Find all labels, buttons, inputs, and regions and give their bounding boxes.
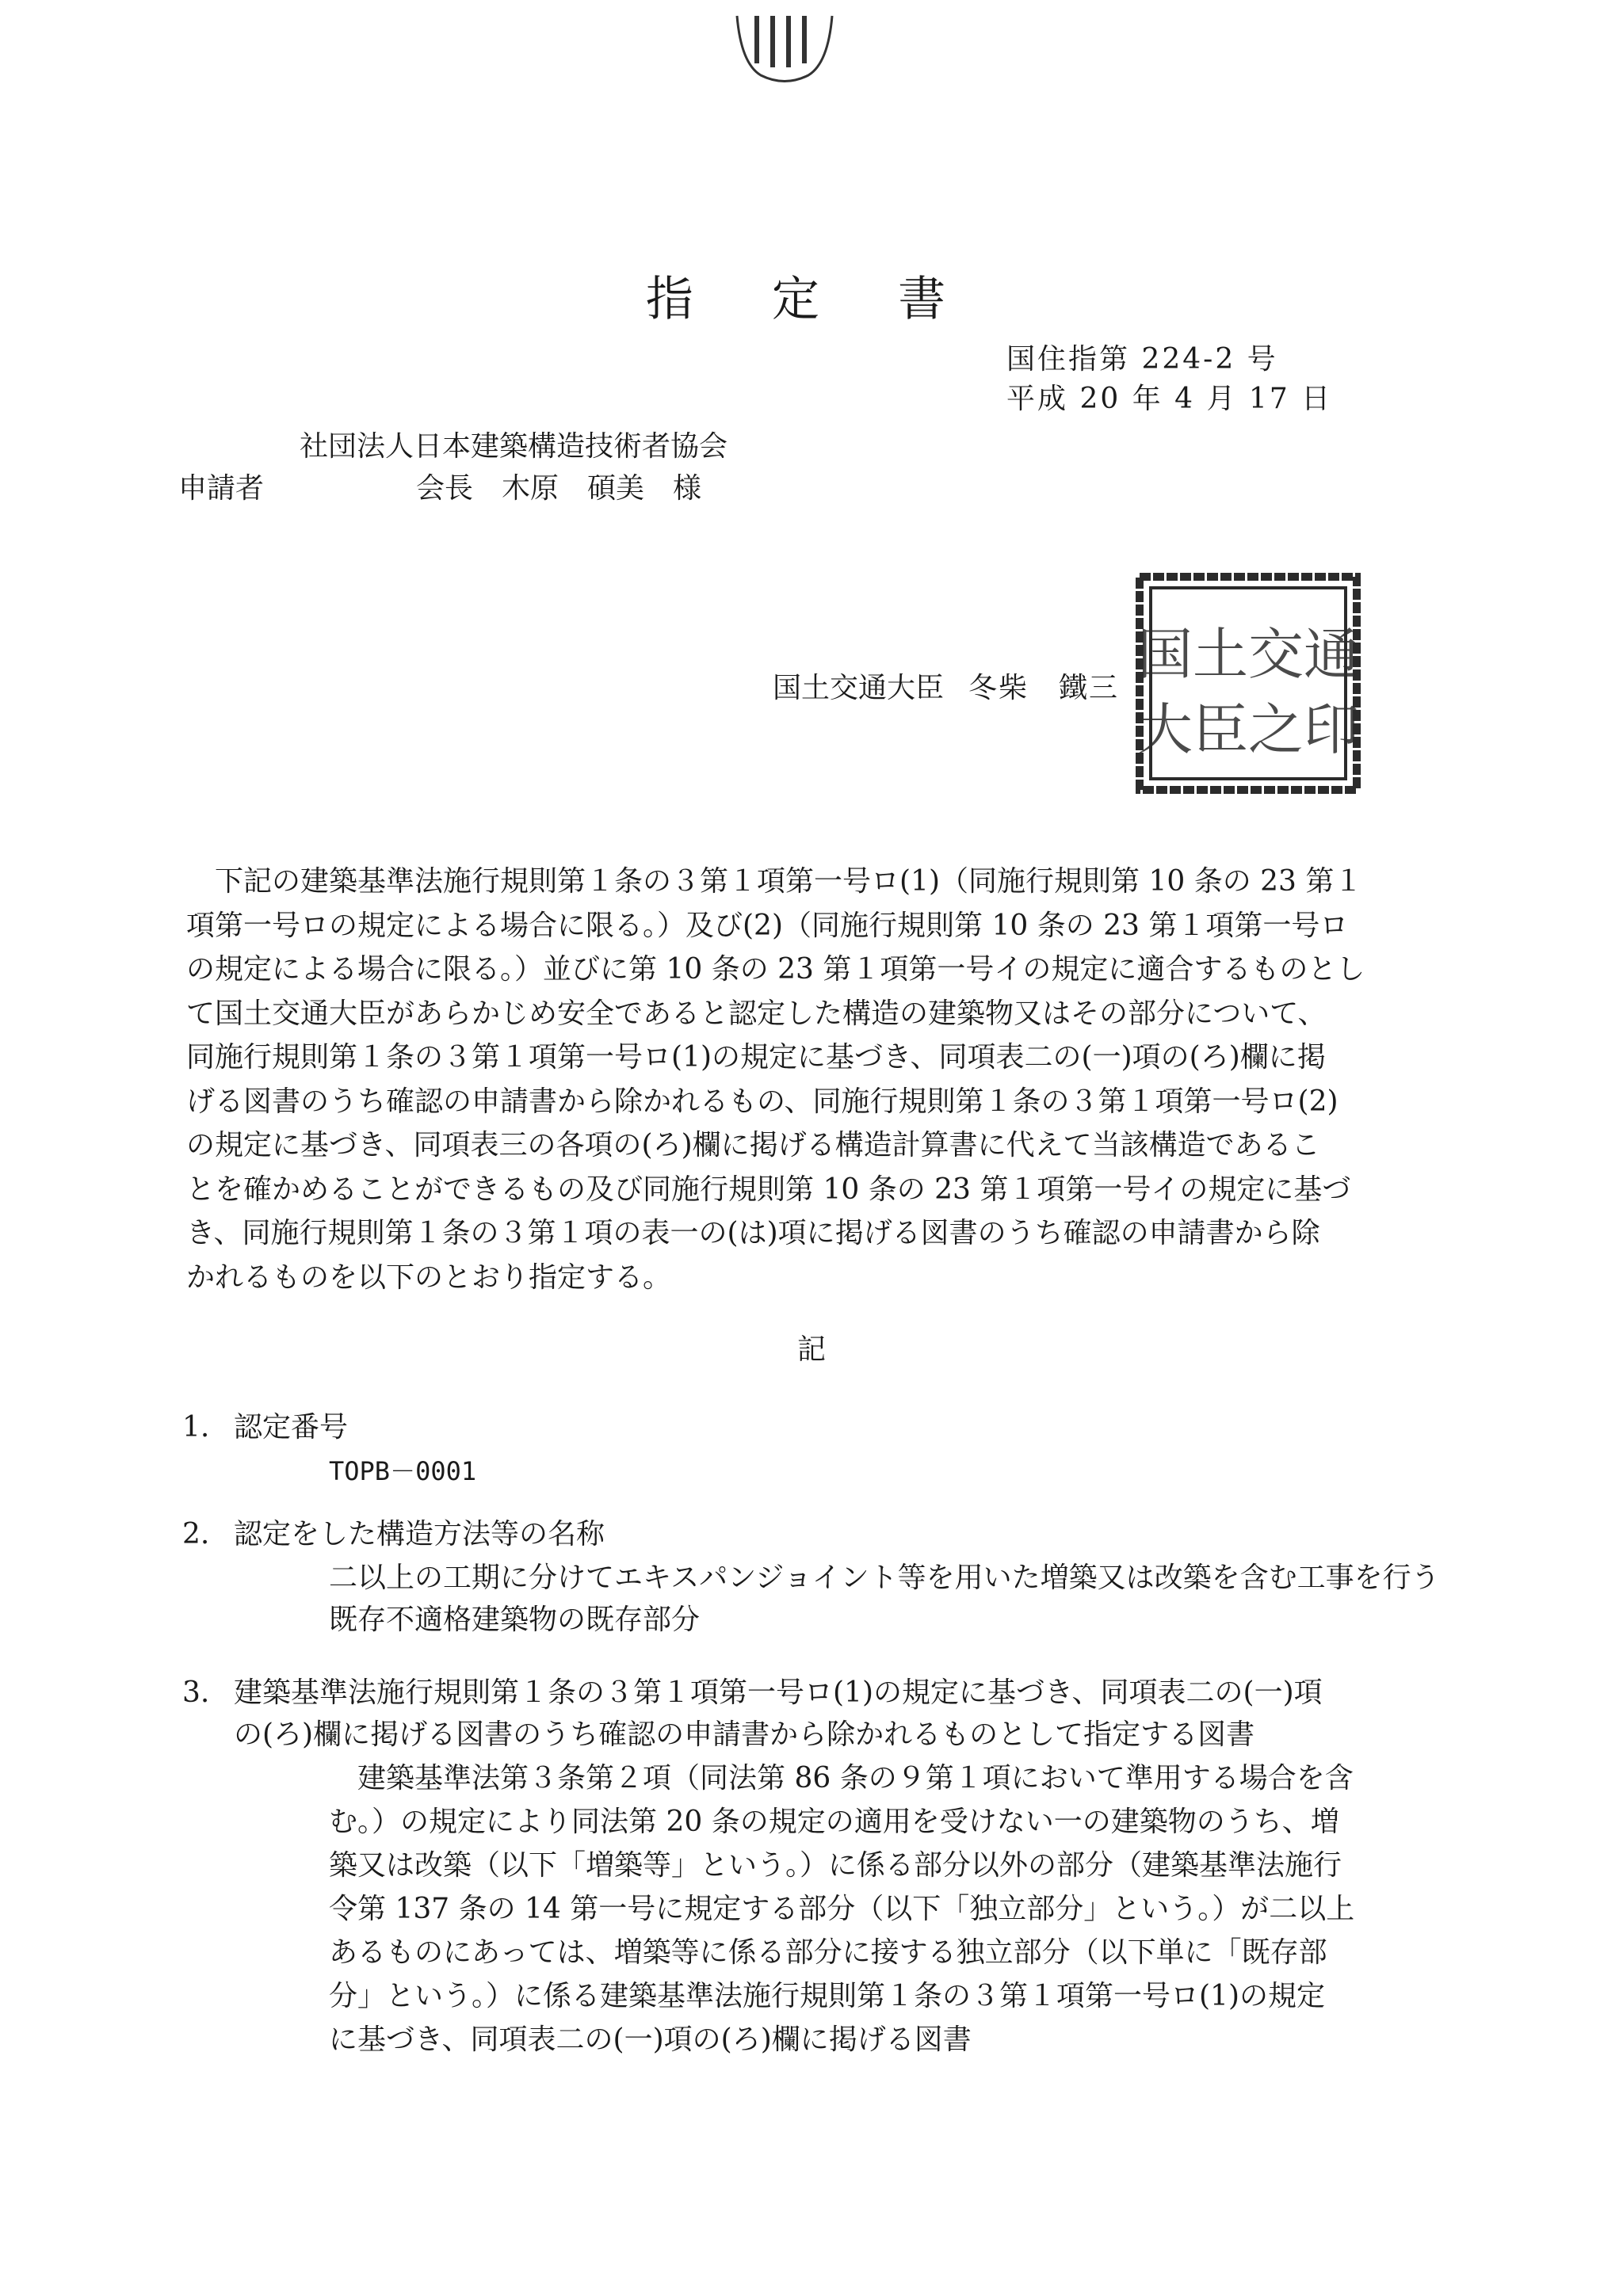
applicant-name: 会長 木原 碩美 様 [416,472,702,505]
svg-text:大臣之印: 大臣之印 [1137,697,1359,762]
body-line: 下記の建築基準法施行規則第１条の３第１項第一号ロ(1)（同施行規則第 10 条の 23 第１ [215,865,1363,898]
body-line: げる図書のうち確認の申請書から除かれるもの、同施行規則第１条の３第１項第一号ロ(2) [186,1085,1338,1118]
body-line: 同施行規則第１条の３第１項第一号ロ(1)の規定に基づき、同項表二の(一)項の(ろ)欄に掲 [186,1041,1326,1074]
authority-name: 冬柴 鐵三 [968,672,1120,704]
section-content-line: 築又は改築（以下「増築等」という。）に係る部分以外の部分（建築基準法施行 [329,1849,1342,1882]
body-line: き、同施行規則第１条の３第１項の表一の(は)項に掲げる図書のうち確認の申請書から除 [186,1217,1320,1249]
body-line: かれるものを以下のとおり指定する。 [186,1261,672,1294]
applicant-organization: 社団法人日本建築構造技術者協会 [300,430,728,463]
official-seal [1133,570,1363,796]
section-heading-continued: の(ろ)欄に掲げる図書のうち確認の申請書から除かれるものとして指定する図書 [234,1718,1255,1751]
section-content-line: む。）の規定により同法第 20 条の規定の適用を受けない一の建築物のうち、増 [329,1806,1339,1838]
section-content-line: 分」という。）に係る建築基準法施行規則第１条の３第１項第一号ロ(1)の規定 [329,1980,1325,2012]
section-heading: 建築基準法施行規則第１条の３第１項第一号ロ(1)の規定に基づき、同項表二の(一)項 [234,1676,1323,1709]
section-number: 1. [182,1411,210,1444]
binding-mark-icon [729,8,840,87]
document-date: 平成 20 年 4 月 17 日 [1006,383,1333,415]
body-line: とを確かめることができるもの及び同施行規則第 10 条の 23 第１項第一号イの規定に基づ [186,1173,1351,1206]
section-content-line: に基づき、同項表二の(一)項の(ろ)欄に掲げる図書 [329,2023,972,2056]
section-content-line: 令第 137 条の 14 第一号に規定する部分（以下「独立部分」という。）が二以上 [329,1893,1355,1925]
document-title: 指 定 書 [645,272,978,327]
section-heading: 認定番号 [234,1411,349,1444]
section-number: 3. [182,1676,210,1709]
body-line: 項第一号ロの規定による場合に限る。）及び(2)（同施行規則第 10 条の 23 第１項第一号ロ [186,909,1349,942]
certification-number: TOPB－0001 [329,1456,477,1486]
authority-title: 国土交通大臣 [773,672,945,704]
section-content-line: 二以上の工期に分けてエキスパンジョイント等を用いた増築又は改築を含む工事を行う [329,1562,1440,1594]
body-paragraph [186,860,1383,1299]
section-number: 2. [182,1518,210,1550]
body-line: て国土交通大臣があらかじめ安全であると認定した構造の建築物又はその部分について、 [186,997,1327,1030]
svg-text:国土交通: 国土交通 [1137,622,1359,687]
section-content-line: あるものにあっては、増築等に係る部分に接する独立部分（以下単に「既存部 [329,1936,1327,1969]
applicant-label: 申請者 [178,472,265,505]
section-content-line: 既存不適格建築物の既存部分 [329,1604,701,1636]
section-content-line: 建築基準法第３条第２項（同法第 86 条の９第１項において準用する場合を含 [329,1762,1354,1794]
section-heading: 認定をした構造方法等の名称 [234,1518,605,1550]
body-line: の規定に基づき、同項表三の各項の(ろ)欄に掲げる構造計算書に代えて当該構造であるこ [186,1129,1320,1161]
ki-heading: 記 [796,1333,826,1366]
document-number: 国住指第 224-2 号 [1006,343,1278,376]
body-line: の規定による場合に限る。）並びに第 10 条の 23 第１項第一号イの規定に適合するものとし [186,953,1365,986]
